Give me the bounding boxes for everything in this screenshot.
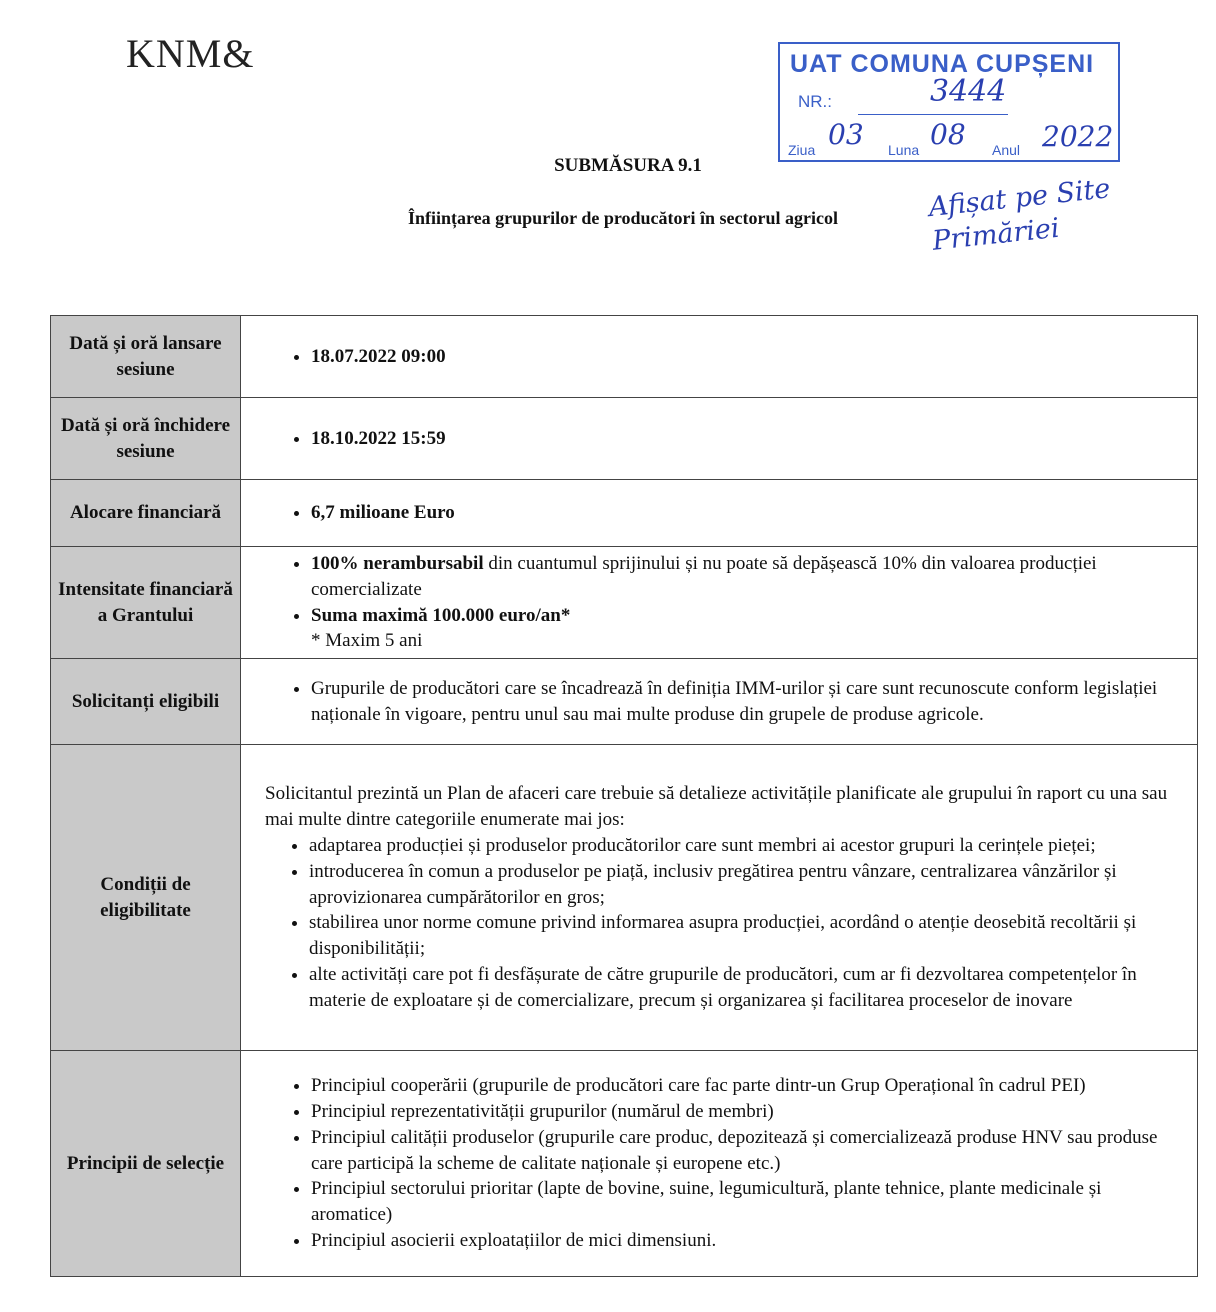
row-label: Dată și oră lansare sesiune: [51, 316, 241, 398]
row-label: Solicitanți eligibili: [51, 659, 241, 745]
stamp-anul-label: Anul: [992, 142, 1021, 158]
table-row: [51, 659, 1198, 745]
list-item: • 100% nerambursabil din cuantumul sprijinului și nu poate să depășească 10% din valoarea producției comercializate: [311, 551, 1185, 603]
list-item: • alte activități care pot fi desfășurate de către grupurile de producători, cum ar fi dezvoltarea competențelor în materie de exploatare și de comercializare, precum și organizarea și facilitarea proceselor de inovare: [309, 962, 1185, 1014]
list-item: • Suma maximă 100.000 euro/an*: [311, 603, 1185, 629]
list-item: • Principiul reprezentativității grupurilor (numărul de membri): [311, 1099, 1185, 1125]
list-item: • stabilirea unor norme comune privind informarea asupra producției, acordând o atenție deosebită recoltării și disponibilității;: [309, 910, 1185, 962]
eligibility-intro: Solicitantul prezintă un Plan de afaceri care trebuie să detalieze activitățile planificate ale grupului în raport cu una sau mai multe dintre categoriile enumerate mai jos:: [265, 783, 1168, 831]
stamp-anul-value: 2022: [1042, 120, 1114, 153]
list-item: • Principiul sectorului prioritar (lapte de bovine, suine, legumicultură, plante tehnice, plante medicinale și aromatice): [311, 1176, 1185, 1228]
list-item: • Grupurile de producători care se încadrează în definiția IMM-urilor și care sunt recunoscute conform legislației naționale în vigoare, pentru unul sau mai multe produse din grupele de produse agricole.: [311, 676, 1185, 728]
list-item: • Principiul cooperării (grupurile de producători care fac parte dintr-un Grup Operațional în cadrul PEI): [311, 1073, 1185, 1099]
stamp-ziua-value: 03: [828, 118, 864, 151]
table-row: [51, 398, 1198, 480]
row-content: [241, 745, 1198, 1051]
submeasure-title: SUBMĂSURA 9.1: [554, 155, 702, 176]
stamp-nr-value: 3444: [930, 74, 1007, 109]
list-item: • introducerea în comun a produselor pe piață, inclusiv pregătirea pentru vânzare, centralizarea vânzărilor și aprovizionarea cumpărătorilor en gros;: [309, 859, 1185, 911]
table-row: [51, 745, 1198, 1051]
table-row: [51, 547, 1198, 659]
list-item: • 18.07.2022 09:00: [311, 344, 1185, 370]
page-subtitle: Înființarea grupurilor de producători în sectorul agricol: [408, 208, 838, 228]
grant-note: * Maxim 5 ani: [311, 630, 423, 652]
list-item: • 6,7 milioane Euro: [311, 500, 1185, 526]
row-content: [241, 547, 1198, 659]
table-row: [51, 480, 1198, 547]
stamp-title: UAT COMUNA CUPȘENI: [790, 50, 1095, 78]
list-item: • adaptarea producției și produselor producătorilor care sunt membri ai acestor grupuri la cerințele pieței;: [309, 833, 1185, 859]
row-label: Dată și oră închidere sesiune: [51, 398, 241, 480]
list-item: • Principiul asocierii exploatațiilor de mici dimensiuni.: [311, 1228, 1185, 1254]
row-content: [241, 480, 1198, 547]
registration-stamp: [778, 42, 1120, 162]
table-row: [51, 1051, 1198, 1277]
stamp-luna-value: 08: [930, 118, 966, 151]
stamp-ziua-label: Ziua: [788, 142, 816, 158]
row-content: [241, 659, 1198, 745]
row-label: Condiții de eligibilitate: [51, 745, 241, 1051]
row-content: [241, 398, 1198, 480]
stamp-luna-label: Luna: [888, 142, 920, 158]
table-row: [51, 316, 1198, 398]
row-content: [241, 316, 1198, 398]
row-label: Alocare financiară: [51, 480, 241, 547]
stamp-nr-label: NR.:: [798, 92, 832, 111]
row-label: Principii de selecție: [51, 1051, 241, 1277]
list-item: • Principiul calității produselor (grupurile care produc, depozitează și comercializează produse HNV sau produse care participă la scheme de calitate naționale și europene etc.): [311, 1125, 1185, 1177]
list-item: • 18.10.2022 15:59: [311, 426, 1185, 452]
info-table: [50, 315, 1198, 1277]
handwritten-note: Afișat pe Site Primăriei: [927, 173, 1112, 257]
company-logo: KNM&: [126, 31, 255, 76]
row-label: Intensitate financiară a Grantului: [51, 547, 241, 659]
row-content: [241, 1051, 1198, 1277]
stamp-nr-line: [858, 114, 1008, 115]
